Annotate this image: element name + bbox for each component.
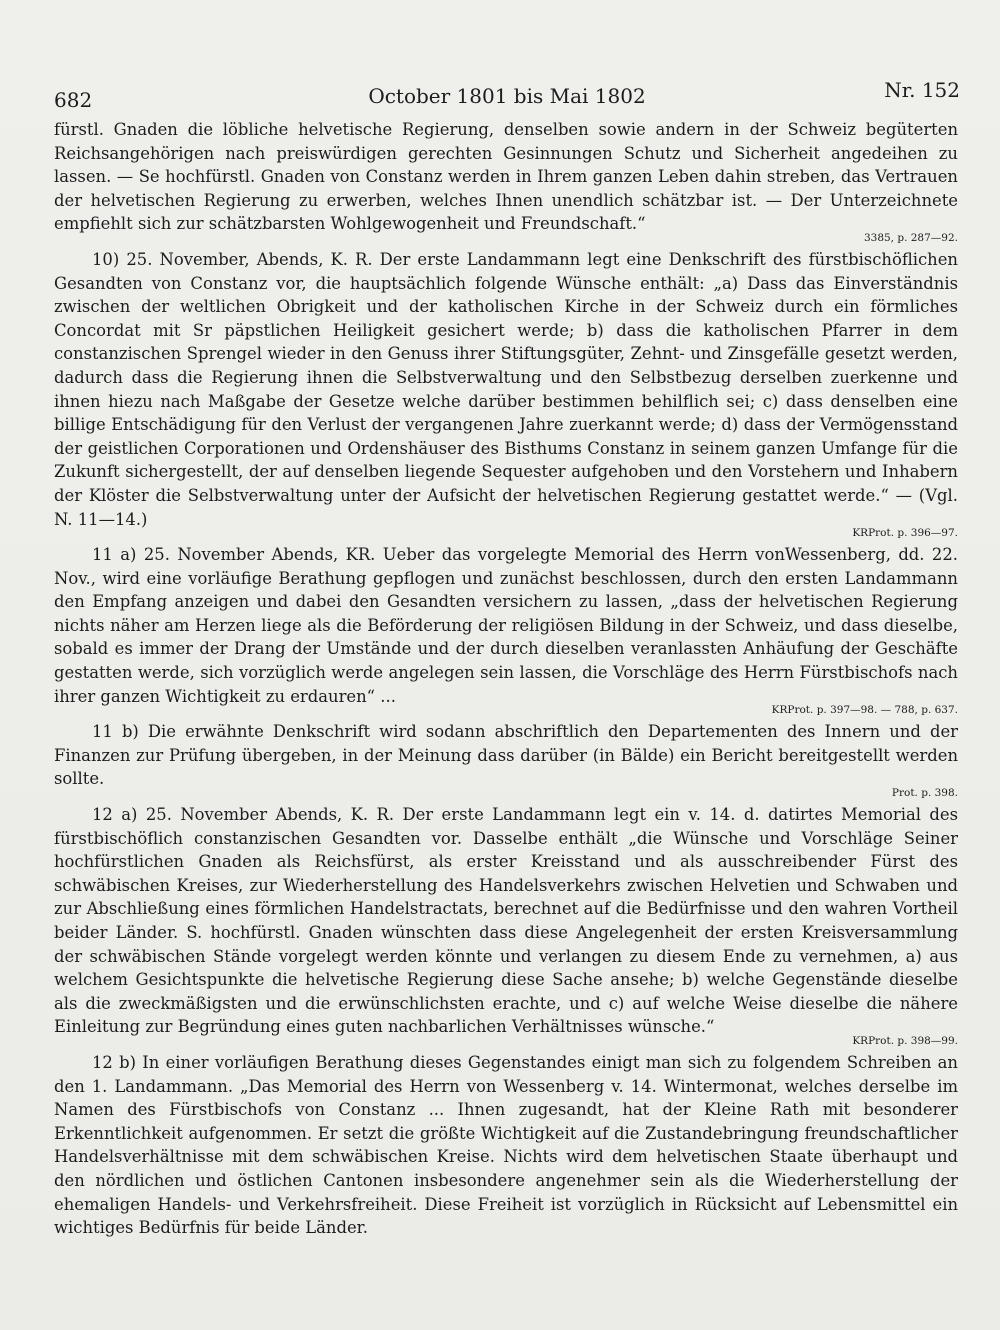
source-reference: 3385, p. 287—92. bbox=[863, 231, 958, 244]
paragraph-text: 11 a) 25. November Abends, KR. Ueber das vorgelegte Memorial des Herrn vonWessenberg, dd. 22. Nov., wird eine vorläufige Berathung gepflogen und zunächst beschlossen, durch den ersten Landammann den Empfang anzeigen und dabei den Gesandten versichern zu lassen, „dass der helvetischen Regierung nichts näher am Herzen liege als die Beförderung der religiösen Bildung in der Schweiz, und dass dieselbe, sobald es immer der Drang der Umstände und der durch dieselben veranlassten Anhäufung der Geschäfte gestatten werde, sich vorzüglich werde angelegen sein lassen, die Vorschläge des Herrn Fürstbischofs nach ihrer ganzen Wichtigkeit zu erdauren“ ... bbox=[54, 545, 958, 706]
source-reference: KRProt. p. 398—99. bbox=[852, 1034, 958, 1047]
paragraph-text: fürstl. Gnaden die löbliche helvetische Regierung, denselben sowie andern in der Schweiz begüterten Reichsangehörigen nach preiswürdigen gerechten Gesinnungen Schutz und Sicherheit angedeihen zu lassen. — Se hochfürstl. Gnaden von Constanz werden in Ihrem ganzen Leben dahin streben, das Vertrauen der helvetischen Regierung zu erwerben, welches Ihnen unendlich schätzbar ist. — Der Unterzeichnete empfiehlt sich zur schätzbarsten Wohlgewogenheit und Freundschaft.“ bbox=[54, 120, 958, 234]
paragraph-text: 12 b) In einer vorläufigen Berathung dieses Gegenstandes einigt man sich zu folgendem Schreiben an den 1. Landammann. „Das Memorial des Herrn von Wessenberg v. 14. Wintermonat, welches derselbe im Namen des Fürstbischofs von Constanz ... Ihnen zugesandt, hat der Kleine Rath mit besonderer Erkenntlichkeit aufgenommen. Er setzt die größte Wichtigkeit auf die Zustandebringung freundschaftlicher Handelsverhältnisse mit dem schwäbischen Kreise. Nichts wird dem helvetischen Staate überhaupt und den nördlichen und östlichen Cantonen insbesondere angenehmer sein als die Wiederherstellung der ehemaligen Handels- und Verkehrsfreiheit. Diese Freiheit ist vorzüglich in Rücksicht auf Lebensmittel ein wichtiges Bedürfnis für beide Länder. bbox=[54, 1052, 958, 1238]
source-reference: Prot. p. 398. bbox=[891, 787, 958, 800]
paragraph-text: 12 a) 25. November Abends, K. R. Der erste Landammann legt ein v. 14. d. datirtes Memorial des fürstbischöflich constanzischen Gesandten vor. Dasselbe enthält „die Wünsche und Vorschläge Seiner hochfürstlichen Gnaden als Reichsfürst, als erster Kreisstand und als ausschreibender Fürst des schwäbischen Kreises, zur Wiederherstellung des Handelsverkehrs zwischen Helvetien und Schwaben und zur Abschließung eines förmlichen Handelstractats, berechnet auf die Bedürfnisse und den wahren Vortheil beider Länder. S. hochfürstl. Gnaden wünschten dass diese Angelegenheit der ersten Kreisversammlung der schwäbischen Stände vorgelegt werden könnte und verlangen zu diesem Ende zu vernehmen, a) aus welchem Gesichtspunkte die helvetische Regierung diese Sache ansehe; b) welche Gegenstände dieselbe als die zweckmäßigsten und die erwünschlichsten erachte, und c) auf welche Weise dieselbe die nähere Einleitung zur Begründung eines guten nachbarlichen Verhältnisses wünsche.“ bbox=[54, 805, 958, 1037]
paragraph-12b bbox=[54, 1051, 958, 1240]
paragraph-10 bbox=[54, 248, 958, 539]
paragraph-11a bbox=[54, 543, 958, 716]
page-number: 682 bbox=[54, 88, 93, 112]
paragraph-11b bbox=[54, 720, 958, 799]
source-reference: KRProt. p. 396—97. bbox=[852, 527, 958, 540]
paragraph-continuation bbox=[54, 118, 958, 244]
section-number: Nr. 152 bbox=[884, 78, 960, 102]
paragraph-12a bbox=[54, 803, 958, 1047]
page-header bbox=[54, 78, 960, 114]
paragraph-text: 11 b) Die erwähnte Denkschrift wird sodann abschriftlich den Departementen des Innern und der Finanzen zur Prüfung übergeben, in der Meinung dass darüber (in Bälde) ein Bericht bereitgestellt werden sollte. bbox=[54, 722, 958, 789]
source-reference: KRProt. p. 397—98. — 788, p. 637. bbox=[771, 704, 958, 717]
page-body bbox=[54, 118, 958, 1244]
paragraph-text: 10) 25. November, Abends, K. R. Der erste Landammann legt eine Denkschrift des fürstbischöflichen Gesandten von Constanz vor, die hauptsächlich folgende Wünsche enthält: „a) Dass das Einverständnis zwischen der weltlichen Obrigkeit und der katholischen Kirche in der Schweiz durch ein förmliches Concordat mit Sr päpstlichen Heiligkeit gesichert werde; b) dass die katholischen Pfarrer in dem constanzischen Sprengel wieder in den Genuss ihrer Stiftungsgüter, Zehnt- und Zinsgefälle gesetzt werden, dadurch dass die Regierung ihnen die Selbstverwaltung und den Selbstbezug derselben zuerkenne und ihnen hiezu nach Maßgabe der Gesetze welche darüber bestimmen behilflich sei; c) dass denselben eine billige Entschädigung für den Verlust der vergangenen Jahre zuerkannt werde; d) dass der Vermögensstand der geistlichen Corporationen und Ordenshäuser des Bisthums Constanz in seinem ganzen Umfange für die Zukunft sichergestellt, der auf denselben liegende Sequester aufgehoben und den Vorstehern und Inhabern der Klöster die Selbstverwaltung unter der Aufsicht der helvetischen Regierung gestattet werde.“ — (Vgl. N. 11—14.) bbox=[54, 249, 958, 529]
running-title: October 1801 bis Mai 1802 bbox=[368, 84, 646, 108]
